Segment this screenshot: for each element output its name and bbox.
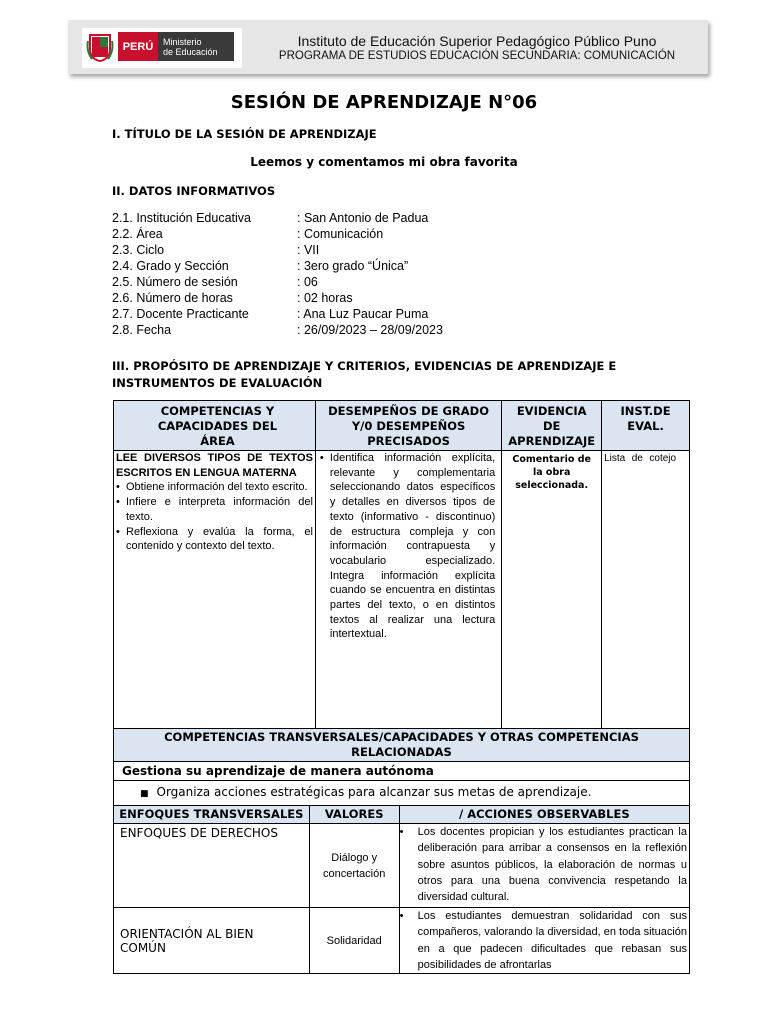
- info-value: : 3ero grado “Única”: [297, 259, 409, 273]
- evidencia-text: Comentario de la obra seleccionada.: [512, 454, 591, 491]
- info-label: 2.7. Docente Practicante: [112, 307, 249, 321]
- info-row: [112, 243, 672, 259]
- info-row: [112, 259, 672, 275]
- info-label: 2.3. Ciclo: [112, 243, 165, 257]
- info-value: : San Antonio de Padua: [297, 211, 429, 225]
- header-desempenos: [315, 401, 501, 451]
- header-evidencia-label: EVIDENCIA DE APRENDIZAJE: [508, 404, 596, 448]
- info-label: 2.1. Institución Educativa: [112, 211, 251, 225]
- info-value: : Ana Luz Paucar Puma: [297, 307, 429, 321]
- section-3-heading: III. PROPÓSITO DE APRENDIZAJE Y CRITERIOS, EVIDENCIAS DE APRENDIZAJE E INSTRUMENTOS DE EVALUACIÓN: [112, 359, 617, 390]
- transversal-title: Gestiona su aprendizaje de manera autónoma: [114, 762, 690, 781]
- info-value: : 26/09/2023 – 28/09/2023: [297, 323, 443, 337]
- capacidad-item: • Reflexiona y evalúa la forma, el contenido y contexto del texto.: [116, 525, 313, 554]
- enfoque-accion-item: [400, 824, 687, 905]
- info-label: 2.4. Grado y Sección: [112, 259, 229, 273]
- enfoque-accion: Los estudiantes demuestran solidaridad con sus compañeros, valorando la diversidad, en toda situación en a que padecen dificultades que rebasan sus posibilidades de afrontarlas: [417, 910, 687, 971]
- info-row: [112, 307, 672, 323]
- header-competencias: [114, 401, 316, 451]
- transversales-header: COMPETENCIAS TRANSVERSALES/CAPACIDADES Y OTRAS COMPETENCIAS RELACIONADAS: [114, 729, 690, 762]
- valores-header: VALORES: [309, 806, 399, 824]
- section-1-heading: I. TÍTULO DE LA SESIÓN DE APRENDIZAJE: [112, 127, 377, 141]
- bullet-icon: •: [399, 826, 404, 838]
- info-row: [112, 291, 672, 307]
- info-row: [112, 211, 672, 227]
- info-row: [112, 323, 672, 339]
- ministry-line-1: Ministerio: [163, 36, 202, 47]
- enfoque-valor: Solidaridad: [309, 908, 399, 974]
- capacidad-item: • Obtiene información del texto escrito.: [116, 480, 313, 495]
- enfoque-name: ORIENTACIÓN AL BIEN COMÚN: [114, 908, 310, 974]
- header-competencias-label: COMPETENCIAS Y CAPACIDADES DEL ÁREA: [157, 404, 278, 448]
- header-inst: [602, 401, 690, 451]
- instrumento-cell: [602, 451, 690, 729]
- desempeno-text: • Identifica información explícita, relevante y complementaria seleccionando datos específicos y detalles en diversos tipos de texto (informativo - discontinuo) de estructura compleja y con información contrapuesta y vocabulario especializado. Integra información explícita cuando se encuentra en distintas partes del texto, o en distintos textos al realizar una lectura intertextual.: [320, 451, 495, 642]
- enfoque-valor: Diálogo y concertación: [309, 824, 399, 908]
- transversal-item-cell: [114, 781, 690, 806]
- competencia-title: LEE DIVERSOS TIPOS DE TEXTOS ESCRITOS EN LENGUA MATERNA: [116, 452, 313, 479]
- program-name: PROGRAMA DE ESTUDIOS EDUCACIÓN SECUNDARIA: COMUNICACIÓN: [278, 50, 676, 62]
- capacidad-item: • Infiere e interpreta información del texto.: [116, 495, 313, 524]
- ministry-logo-label: [158, 32, 234, 61]
- enfoques-header: ENFOQUES TRANSVERSALES: [114, 806, 310, 824]
- enfoque-accion-cell: [399, 824, 689, 908]
- info-value: : Comunicación: [297, 227, 384, 241]
- competencias-cell: [114, 451, 316, 729]
- info-label: 2.6. Número de horas: [112, 291, 233, 305]
- info-label: 2.2. Área: [112, 227, 163, 241]
- learning-purpose-table: [113, 400, 690, 729]
- session-title: Leemos y comentamos mi obra favorita: [250, 155, 518, 169]
- institute-name: Instituto de Educación Superior Pedagógico Público Puno: [297, 33, 657, 49]
- acciones-header: / ACCIONES OBSERVABLES: [399, 806, 689, 824]
- section-2-heading: II. DATOS INFORMATIVOS: [112, 184, 276, 198]
- info-label: 2.8. Fecha: [112, 323, 172, 337]
- bullet-icon: •: [399, 910, 404, 922]
- transversal-item: Organiza acciones estratégicas para alcanzar sus metas de aprendizaje.: [156, 785, 592, 799]
- enfoque-accion-item: [400, 908, 687, 973]
- evidencia-cell: [502, 451, 602, 729]
- info-row: [112, 227, 672, 243]
- instrumento-text: Lista de cotejo: [604, 453, 677, 464]
- page-title: SESIÓN DE APRENDIZAJE N°06: [230, 92, 538, 113]
- peru-seal-icon: [86, 31, 114, 63]
- ministry-line-2: de Educación: [163, 46, 218, 57]
- enfoque-accion: Los docentes propician y los estudiantes practican la deliberación para arribar a consensos en la reflexión sobre asuntos públicos, la elaboración de normas u otros para una buena convivencia respetando la diversidad cultural.: [417, 826, 687, 904]
- peru-logo-label: PERÚ: [118, 32, 158, 61]
- header-evidencia: [502, 401, 602, 451]
- info-label: 2.5. Número de sesión: [112, 275, 238, 289]
- desempeno-cell: [315, 451, 501, 729]
- square-bullet-icon: ■: [140, 789, 149, 799]
- info-value: : VII: [297, 243, 320, 257]
- enfoque-name: ENFOQUES DE DERECHOS: [114, 824, 310, 908]
- info-value: : 06: [297, 275, 318, 289]
- header-inst-label: INST.DE EVAL.: [620, 404, 671, 433]
- transversal-table: [113, 728, 690, 974]
- enfoque-accion-cell: [399, 908, 689, 974]
- header-desempenos-label: DESEMPEÑOS DE GRADO Y/0 DESEMPEÑOS PRECISADOS: [328, 404, 490, 448]
- info-value: : 02 horas: [297, 291, 353, 305]
- info-row: [112, 275, 672, 291]
